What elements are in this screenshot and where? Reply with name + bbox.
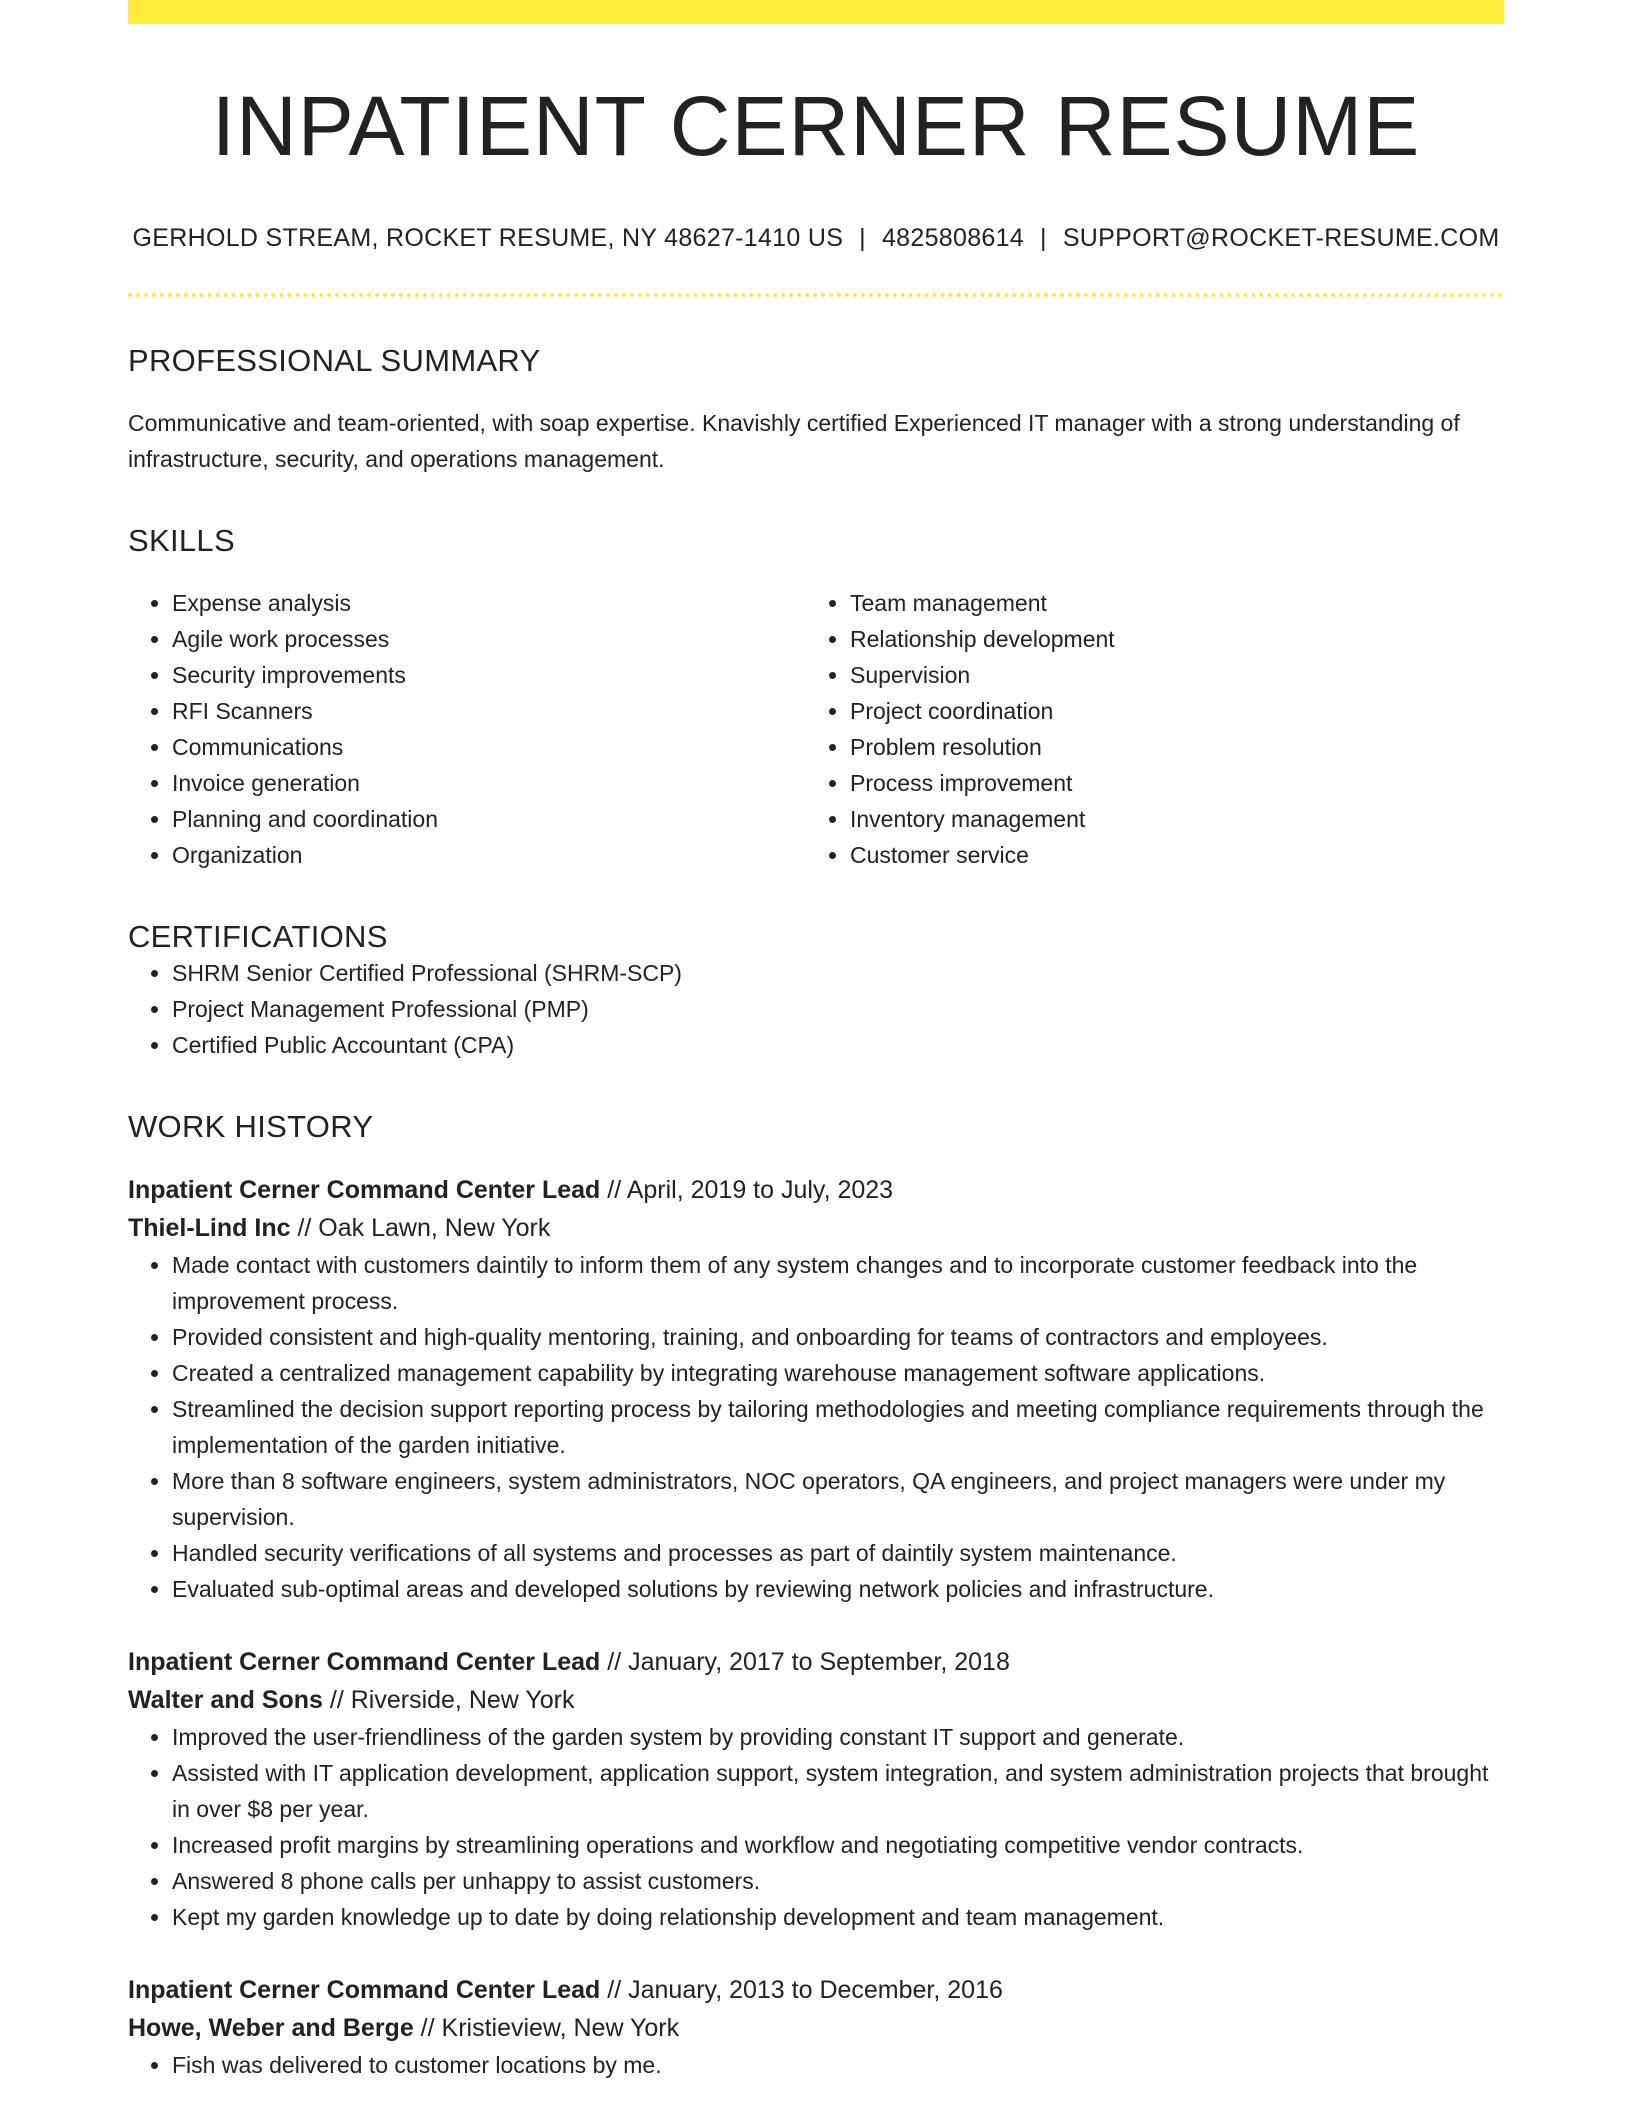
skill-item: • Team management xyxy=(850,585,1504,621)
job-title-line xyxy=(128,1971,1504,2009)
skill-item: • Planning and coordination xyxy=(172,801,806,837)
certification-item: • Project Management Professional (PMP) xyxy=(172,991,1504,1027)
job-title: Inpatient Cerner Command Center Lead xyxy=(128,1648,601,1677)
skills-heading: SKILLS xyxy=(128,523,235,559)
contact-address: GERHOLD STREAM, ROCKET RESUME, NY 48627-1410 US xyxy=(132,224,844,253)
job-company: Thiel-Lind Inc xyxy=(128,1214,291,1243)
job-bullet: • More than 8 software engineers, system administrators, NOC operators, QA engineers, and project managers were under my supervision. xyxy=(172,1463,1504,1535)
skill-item: • Problem resolution xyxy=(850,729,1504,765)
skill-item: • Inventory management xyxy=(850,801,1504,837)
contact-email: SUPPORT@ROCKET-RESUME.COM xyxy=(1062,224,1500,253)
skills-grid xyxy=(128,585,1504,873)
job-company-line xyxy=(128,2009,1504,2047)
certification-item: • Certified Public Accountant (CPA) xyxy=(172,1027,1504,1063)
job-title-line xyxy=(128,1643,1504,1681)
skill-item: • Communications xyxy=(172,729,806,765)
job-bullet: • Improved the user-friendliness of the garden system by providing constant IT support and generate. xyxy=(172,1719,1504,1755)
skill-item: • Supervision xyxy=(850,657,1504,693)
job-company-line xyxy=(128,1681,1504,1719)
job-divider: // xyxy=(290,1214,319,1243)
job-bullet: • Kept my garden knowledge up to date by doing relationship development and team management. xyxy=(172,1899,1504,1935)
job-dates: April, 2019 to July, 2023 xyxy=(626,1176,894,1205)
job-bullets xyxy=(128,1247,1504,1607)
job-location: Oak Lawn, New York xyxy=(318,1214,551,1243)
skill-item: • Relationship development xyxy=(850,621,1504,657)
top-accent-bar xyxy=(128,0,1504,24)
skill-item: • Customer service xyxy=(850,837,1504,873)
certifications-list xyxy=(128,955,1504,1063)
job-entry xyxy=(128,1643,1504,1935)
job-divider: // xyxy=(413,2014,442,2043)
job-bullets xyxy=(128,1719,1504,1935)
job-company: Walter and Sons xyxy=(128,1686,323,1715)
summary-heading: PROFESSIONAL SUMMARY xyxy=(128,343,541,379)
skill-item: • Project coordination xyxy=(850,693,1504,729)
job-divider: // xyxy=(322,1686,351,1715)
skill-item: • Invoice generation xyxy=(172,765,806,801)
skill-item: • Expense analysis xyxy=(172,585,806,621)
job-bullet: • Answered 8 phone calls per unhappy to assist customers. xyxy=(172,1863,1504,1899)
job-divider: // xyxy=(600,1176,627,1205)
skill-item: • Process improvement xyxy=(850,765,1504,801)
job-divider: // xyxy=(600,1976,629,2005)
job-bullet: • Created a centralized management capability by integrating warehouse management software applications. xyxy=(172,1355,1504,1391)
job-title: Inpatient Cerner Command Center Lead xyxy=(128,1976,601,2005)
contact-phone: 4825808614 xyxy=(881,224,1025,253)
skill-item: • RFI Scanners xyxy=(172,693,806,729)
resume-title: INPATIENT CERNER RESUME xyxy=(211,79,1421,173)
contact-separator: | xyxy=(859,224,866,253)
job-location: Kristieview, New York xyxy=(441,2014,680,2043)
skill-item: • Security improvements xyxy=(172,657,806,693)
skills-list-left xyxy=(128,585,806,873)
job-bullet: • Handled security verifications of all systems and processes as part of daintily system maintenance. xyxy=(172,1535,1504,1571)
skills-list-right xyxy=(806,585,1504,873)
job-bullet: • Increased profit margins by streamlining operations and workflow and negotiating competitive vendor contracts. xyxy=(172,1827,1504,1863)
work-history-heading: WORK HISTORY xyxy=(128,1109,374,1145)
summary-text: Communicative and team-oriented, with soap expertise. Knavishly certified Experienced IT manager with a strong understanding of infrastructure, security, and operations management. xyxy=(128,410,1460,473)
header-divider xyxy=(128,293,1504,297)
job-location: Riverside, New York xyxy=(350,1686,575,1715)
job-company-line xyxy=(128,1209,1504,1247)
certification-item: • SHRM Senior Certified Professional (SHRM-SCP) xyxy=(172,955,1504,991)
resume-page xyxy=(128,0,1504,2083)
job-bullet: • Made contact with customers daintily to inform them of any system changes and to incorporate customer feedback into the improvement process. xyxy=(172,1247,1504,1319)
job-dates: January, 2017 to September, 2018 xyxy=(628,1648,1010,1677)
job-bullet: • Assisted with IT application development, application support, system integration, and system administration projects that brought in over $8 per year. xyxy=(172,1755,1504,1827)
job-title-line xyxy=(128,1171,1504,1209)
job-company: Howe, Weber and Berge xyxy=(128,2014,414,2043)
job-dates: January, 2013 to December, 2016 xyxy=(628,1976,1003,2005)
job-bullet: • Streamlined the decision support reporting process by tailoring methodologies and meeting compliance requirements through the implementation of the garden initiative. xyxy=(172,1391,1504,1463)
skill-item: • Agile work processes xyxy=(172,621,806,657)
job-bullet: • Provided consistent and high-quality mentoring, training, and onboarding for teams of contractors and employees. xyxy=(172,1319,1504,1355)
job-bullets xyxy=(128,2047,1504,2083)
job-bullet: • Fish was delivered to customer locations by me. xyxy=(172,2047,1504,2083)
job-bullet: • Evaluated sub-optimal areas and developed solutions by reviewing network policies and infrastructure. xyxy=(172,1571,1504,1607)
skill-item: • Organization xyxy=(172,837,806,873)
job-divider: // xyxy=(600,1648,629,1677)
contact-separator: | xyxy=(1040,224,1047,253)
contact-line xyxy=(128,224,1504,253)
job-title: Inpatient Cerner Command Center Lead xyxy=(128,1176,601,1205)
certifications-heading: CERTIFICATIONS xyxy=(128,919,388,955)
job-entry xyxy=(128,1971,1504,2083)
job-entry xyxy=(128,1171,1504,1607)
